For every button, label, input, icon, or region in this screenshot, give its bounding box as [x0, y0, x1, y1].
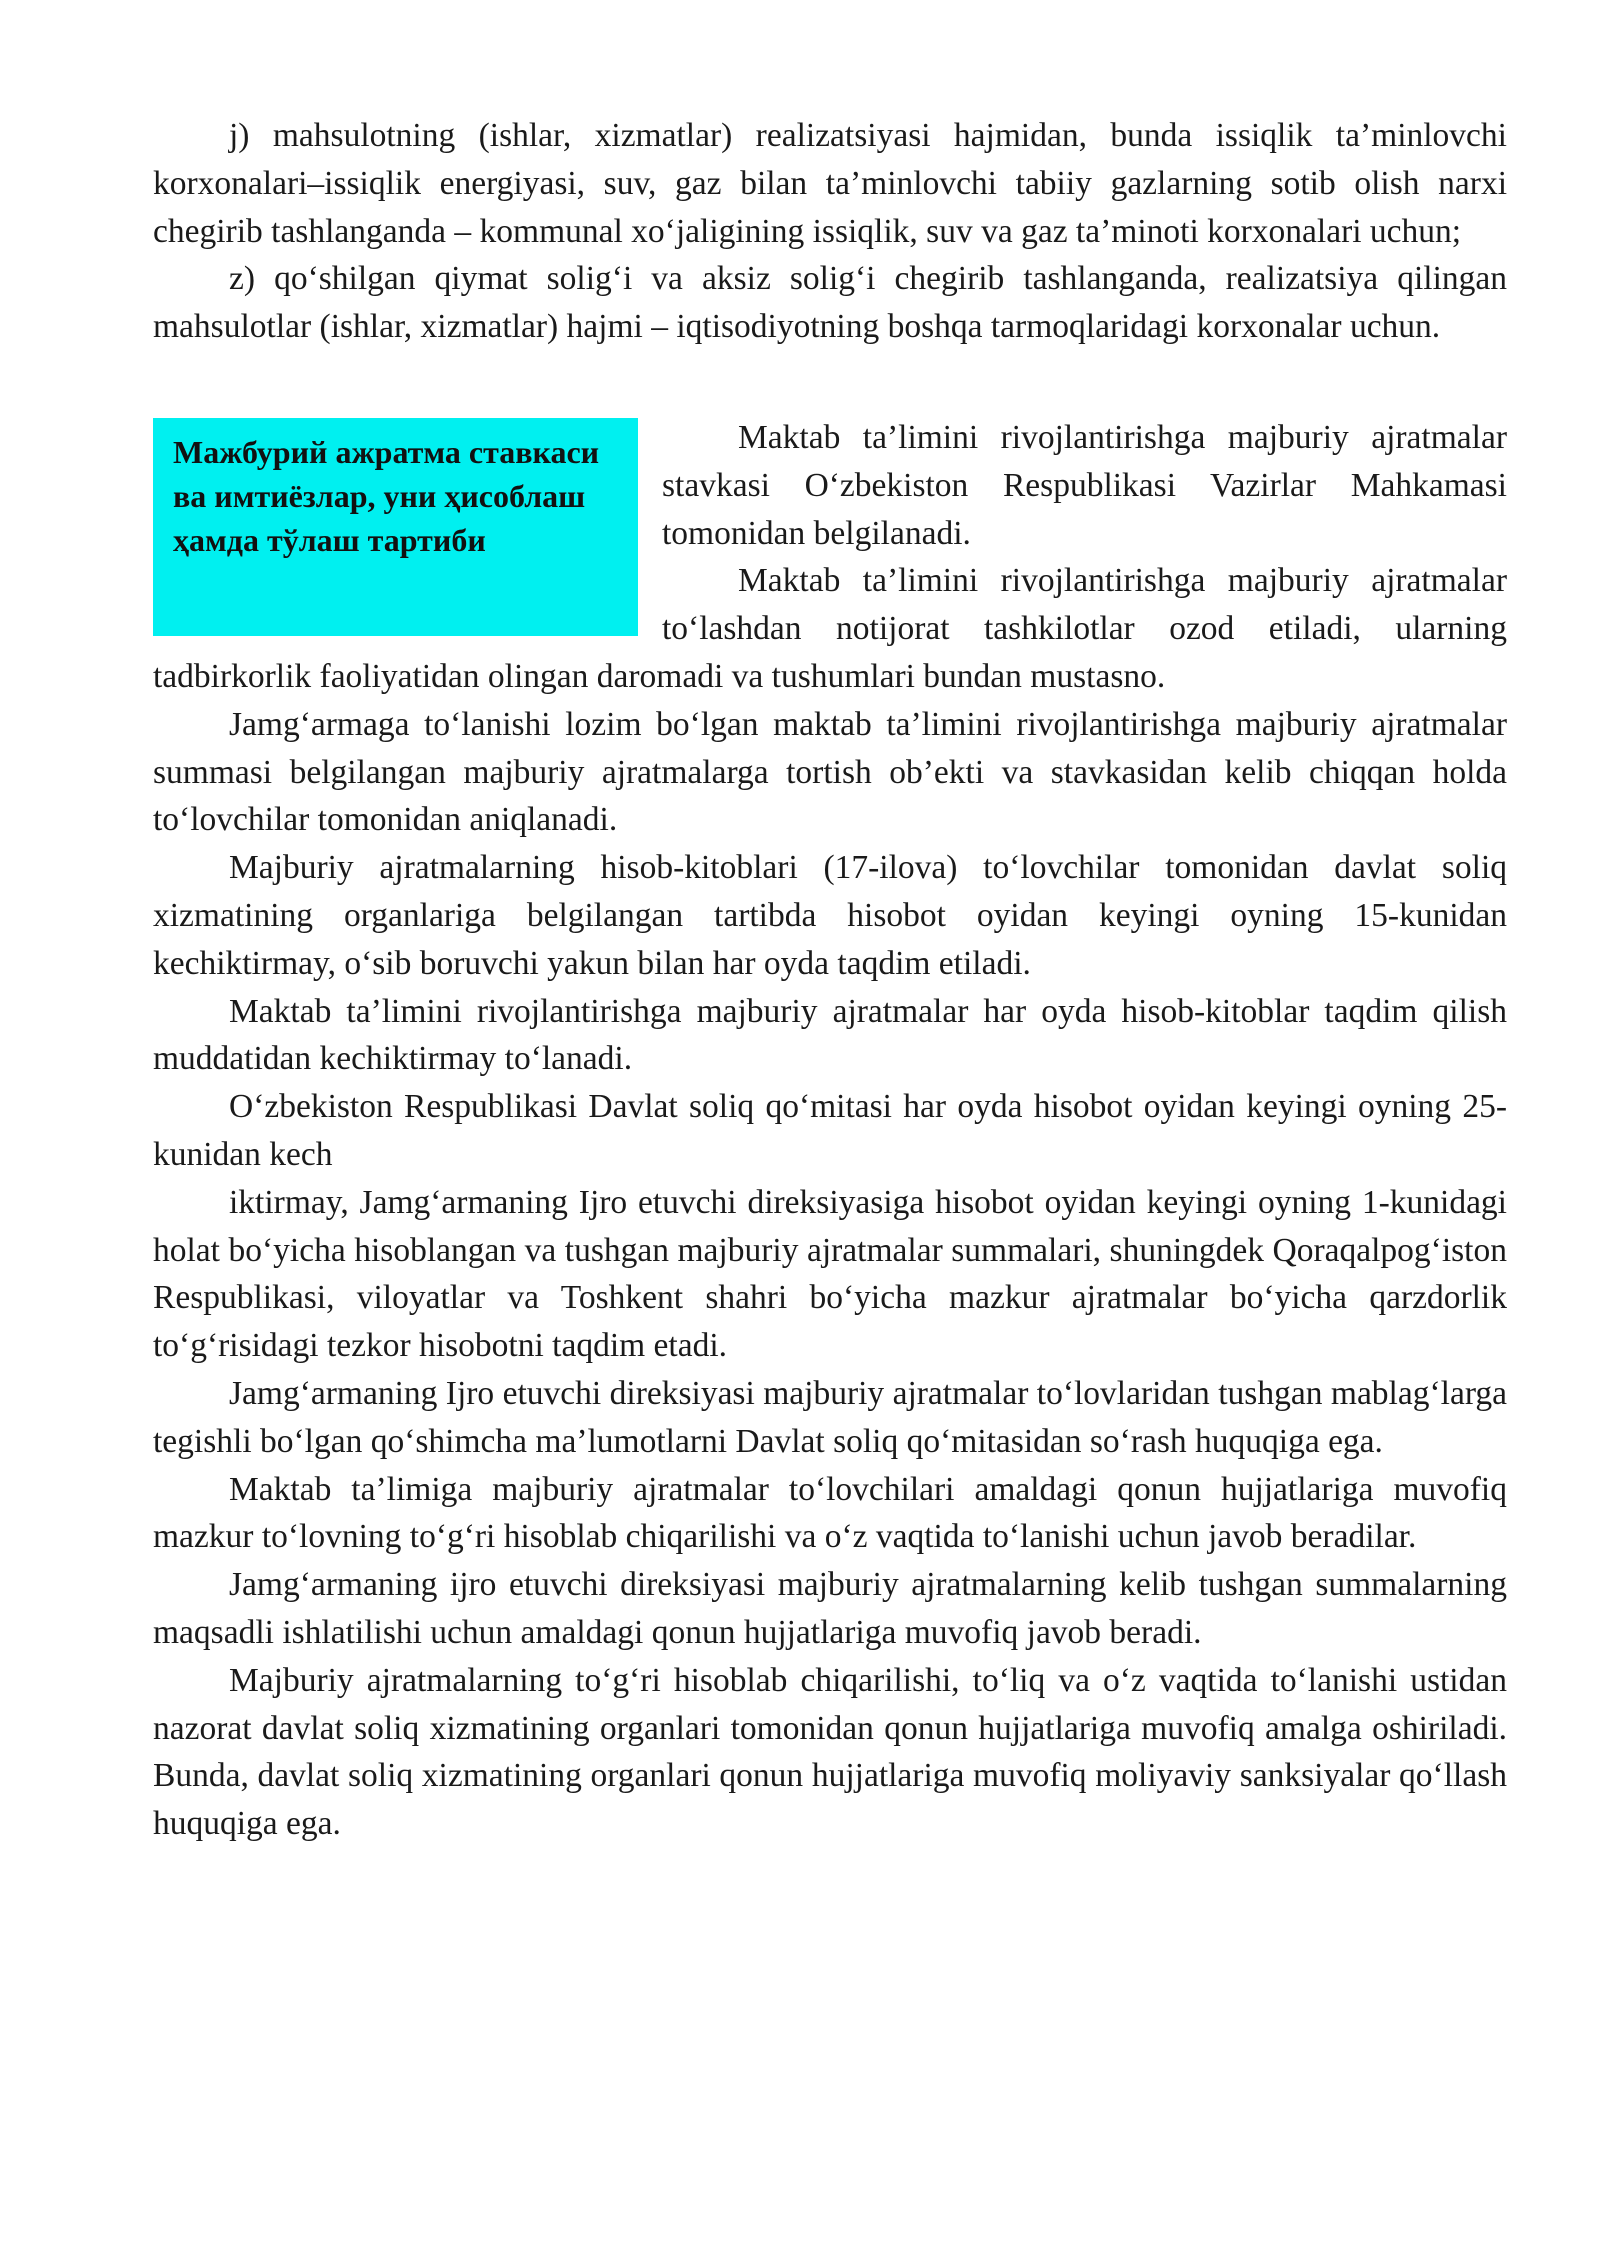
paragraph-tezkor-hisobot: iktirmay, Jamg‘armaning Ijro etuvchi direksiyasiga hisobot oyidan keyingi oyning 1-kunidagi holat bo‘yicha hisoblangan va tushgan majburiy ajratmalar summalari, shuningdek Qoraqalpog‘iston Respublikasi, viloyatlar va Toshkent shahri bo‘yicha mazkur ajratmalar bo‘yicha qarzdorlik to‘g‘risidagi tezkor hisobotni taqdim etadi. [153, 1183, 1507, 1365]
document-page [153, 112, 1507, 1848]
paragraph-nazorat: Majburiy ajratmalarning to‘g‘ri hisoblab chiqarilishi, to‘liq va o‘z vaqtida to‘lanishi ustidan nazorat davlat soliq xizmatining organlari tomonidan qonun hujjatlariga muvofiq amalga oshiriladi. Bunda, davlat soliq xizmatining organlari qonun hujjatlariga muvofiq moliyaviy sanksiyalar qo‘llash huquqiga ega. [153, 1661, 1507, 1843]
paragraph-stavka: Maktab ta’limini rivojlantirishga majburiy ajratmalar stavkasi O‘zbekiston Respublikasi Vazirlar Mahkamasi tomonidan belgilanadi. [662, 418, 1507, 552]
paragraph-muddat: Maktab ta’limini rivojlantirishga majburiy ajratmalar har oyda hisob-kitoblar taqdim qilish muddatidan kechiktirmay to‘lanadi. [153, 992, 1507, 1078]
section-gap [153, 351, 1507, 414]
paragraph-soliq-qomitasi: O‘zbekiston Respublikasi Davlat soliq qo‘mitasi har oyda hisobot oyidan keyingi oyning 25-kunidan kech [153, 1088, 1507, 1173]
paragraph-z: z) qo‘shilgan qiymat solig‘i va aksiz solig‘i chegirib tashlanganda, realizatsiya qilingan mahsulotlar (ishlar, xizmatlar) hajmi – iqtisodiyotning boshqa tarmoqlaridagi korxonalar uchun. [153, 260, 1507, 346]
paragraph-maqsadli: Jamg‘armaning ijro etuvchi direksiyasi majburiy ajratmalarning kelib tushgan summalarning maqsadli ishlatilishi uchun amaldagi qonun hujjatlariga muvofiq javob beradi. [153, 1566, 1507, 1651]
paragraph-summa: Jamg‘armaga to‘lanishi lozim bo‘lgan maktab ta’limini rivojlantirishga majburiy ajratmalar summasi belgilangan majburiy ajratmalarga tortish ob’ekti va stavkasidan kelib chiqqan holda to‘lovchilar tomonidan aniqlanadi. [153, 705, 1507, 839]
paragraph-hisob-kitob: Majburiy ajratmalarning hisob-kitoblari (17-ilova) to‘lovchilar tomonidan davlat soliq xizmatining organlariga belgilangan tartibda hisobot oyidan keyingi oyning 15-kunidan kechiktirmay, o‘sib boruvchi yakun bilan har oyda taqdim etiladi. [153, 849, 1507, 982]
sidebar-heading-box: Мажбурий ажратма ставкаси ва имтиёзлар, уни ҳисоблаш ҳамда тўлаш тартиби [153, 418, 638, 636]
paragraph-tolovchilar-javob: Maktab ta’limiga majburiy ajratmalar to‘lovchilari amaldagi qonun hujjatlariga muvofiq mazkur to‘lovning to‘g‘ri hisoblab chiqarilishi va o‘z vaqtida to‘lanishi uchun javob beradilar. [153, 1470, 1507, 1556]
paragraph-ozod: Maktab ta’limini rivojlantirishga majburiy ajratmalar to‘lashdan notijorat tashkilotlar ozod etiladi, ularning tadbirkorlik faoliyatidan olingan daromadi va tushumlari bundan mustasno. [153, 562, 1507, 695]
paragraph-direksiya-huquq: Jamg‘armaning Ijro etuvchi direksiyasi majburiy ajratmalar to‘lovlaridan tushgan mablag‘larga tegishli bo‘lgan qo‘shimcha ma’lumotlarni Davlat soliq qo‘mitasidan so‘rash huquqiga ega. [153, 1374, 1507, 1460]
paragraph-j: j) mahsulotning (ishlar, xizmatlar) realizatsiyasi hajmidan, bunda issiqlik ta’minlovchi korxonalari–issiqlik energiyasi, suv, gaz bilan ta’minlovchi tabiiy gazlarning sotib olish narxi chegirib tashlanganda – kommunal xo‘jaligining issiqlik, suv va gaz ta’minoti korxonalari uchun; [153, 117, 1507, 250]
